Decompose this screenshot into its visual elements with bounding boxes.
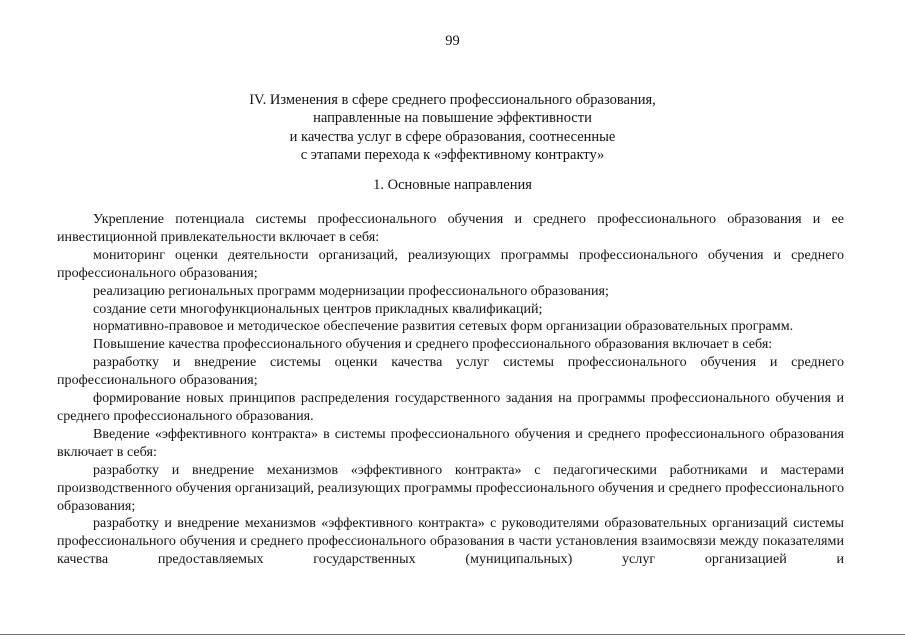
paragraph: нормативно-правовое и методическое обеспечение развития сетевых форм организации образовательных программ. [93, 318, 794, 335]
section-heading-line: с этапами перехода к «эффективному контракту» [300, 146, 605, 163]
section-heading-line: направленные на повышение эффективности [313, 110, 592, 127]
section-heading-line: и качества услуг в сфере образования, соотнесенные [289, 128, 616, 145]
paragraph: Введение «эффективного контракта» в системы профессионального обучения и среднего профессионального образования включает в себя: [57, 425, 844, 460]
paragraph: разработку и внедрение механизмов «эффективного контракта» с педагогическими работниками и мастерами производственного обучения организаций, реализующих программы профессионального обучения и среднего профессионального образования; [57, 461, 844, 514]
paragraph: разработку и внедрение системы оценки качества услуг системы профессионального обучения и среднего профессионального образования; [57, 354, 844, 389]
subsection-heading: 1. Основные направления [373, 177, 532, 193]
paragraph: реализацию региональных программ модернизации профессионального образования; [93, 282, 609, 299]
body-text [57, 211, 844, 569]
section-heading [0, 91, 905, 164]
paragraph: создание сети многофункциональных центров прикладных квалификаций; [93, 300, 543, 317]
paragraph: разработку и внедрение механизмов «эффективного контракта» с руководителями образовательных организаций системы профессионального обучения и среднего профессионального образования в части установления взаимосвязи между показателями качества предоставляемых государственных (муниципальных) услуг организацией и [57, 515, 844, 568]
paragraph: мониторинг оценки деятельности организаций, реализующих программы профессионального обучения и среднего профессионального образования; [57, 246, 844, 281]
paragraph: Повышение качества профессионального обучения и среднего профессионального образования включает в себя: [93, 336, 773, 353]
section-heading-line: IV. Изменения в сфере среднего профессионального образования, [249, 92, 656, 108]
paragraph: формирование новых принципов распределения государственного задания на программы профессионального обучения и среднего профессионального образования. [57, 390, 844, 424]
paragraph: Укрепление потенциала системы профессионального обучения и среднего профессионального образования и ее инвестиционной привлекательности включает в себя: [57, 211, 844, 245]
scan-edge-line [0, 634, 905, 635]
page-number: 99 [445, 33, 460, 49]
